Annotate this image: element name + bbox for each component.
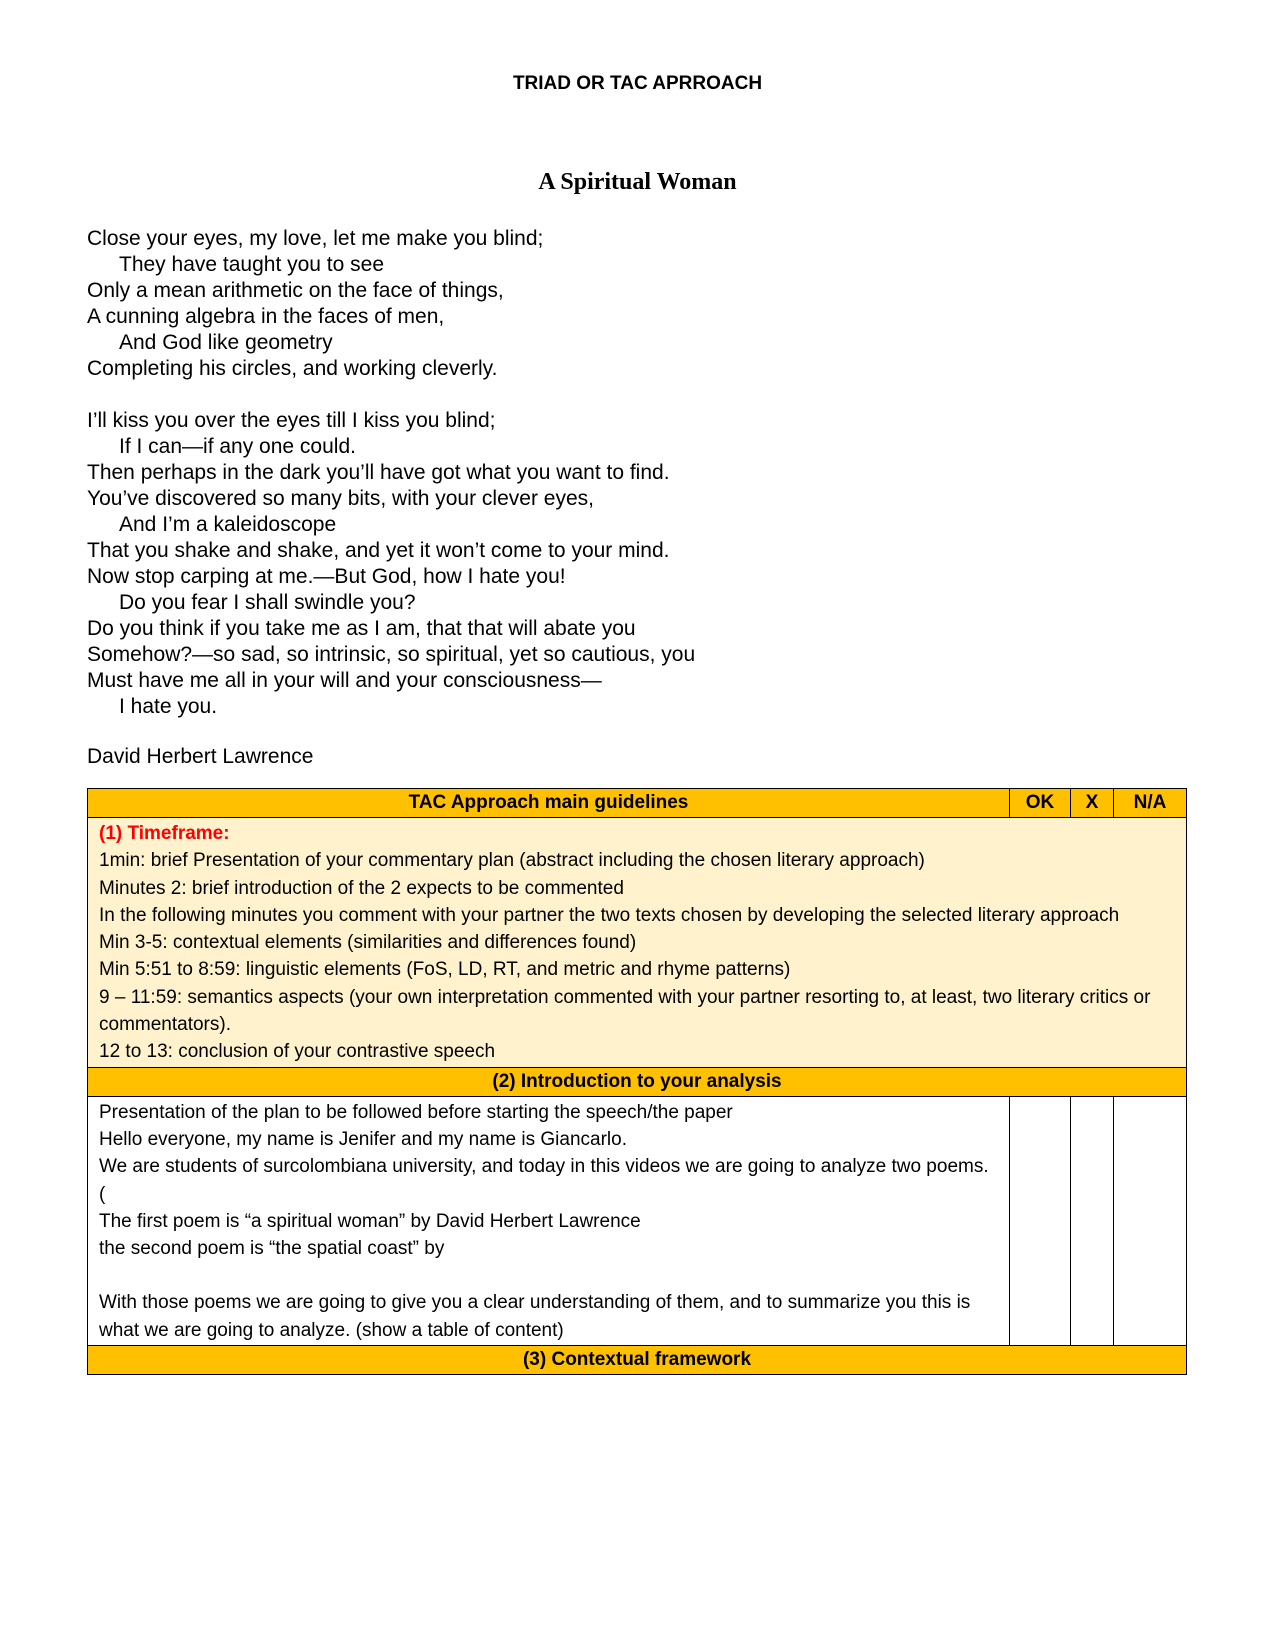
introduction-line: The first poem is “a spiritual woman” by David Herbert Lawrence <box>99 1210 641 1232</box>
timeframe-line: Minutes 2: brief introduction of the 2 expects to be commented <box>99 877 624 899</box>
introduction-line: With those poems we are going to give you a clear understanding of them, and to summarize you this is what we are going to analyze. (show a table of content) <box>99 1292 971 1341</box>
timeframe-cell <box>88 818 1187 1068</box>
introduction-line: Hello everyone, my name is Jenifer and my name is Giancarlo. <box>99 1128 628 1150</box>
introduction-line: We are students of surcolombiana university, and today in this videos we are going to analyze two poems. ( <box>99 1156 989 1205</box>
timeframe-line: 12 to 13: conclusion of your contrastive speech <box>99 1041 496 1063</box>
introduction-lines <box>99 1099 998 1344</box>
poem-line: And God like geometry <box>119 331 333 354</box>
introduction-header-row <box>88 1067 1187 1096</box>
poem-line: I hate you. <box>119 695 218 718</box>
table-header-x: X <box>1071 789 1114 818</box>
timeframe-line: 1min: brief Presentation of your commentary plan (abstract including the chosen literary approach) <box>99 850 925 872</box>
poem-line: If I can—if any one could. <box>119 435 356 458</box>
poem-line: Must have me all in your will and your consciousness— <box>87 669 602 692</box>
introduction-line: the second poem is “the spatial coast” by <box>99 1238 445 1260</box>
guidelines-table <box>87 788 1187 1375</box>
poem-line: Do you fear I shall swindle you? <box>119 591 416 614</box>
poem-body <box>87 226 695 746</box>
table-header-row <box>88 789 1187 818</box>
introduction-na-cell <box>1114 1096 1187 1345</box>
poem-line: Completing his circles, and working cleverly. <box>87 357 498 380</box>
introduction-ok-cell <box>1010 1096 1071 1345</box>
timeframe-line: Min 3-5: contextual elements (similarities and differences found) <box>99 932 637 954</box>
poem-line: Close your eyes, my love, let me make you blind; <box>87 227 544 250</box>
poem-line: Now stop carping at me.—But God, how I hate you! <box>87 565 566 588</box>
table-header-title: TAC Approach main guidelines <box>88 789 1010 818</box>
poem-line: You’ve discovered so many bits, with your clever eyes, <box>87 487 594 510</box>
table-header-na: N/A <box>1114 789 1187 818</box>
poem-line: That you shake and shake, and yet it won’t come to your mind. <box>87 539 670 562</box>
timeframe-row <box>88 818 1187 1068</box>
timeframe-line: In the following minutes you comment with your partner the two texts chosen by developing the selected literary approach <box>99 904 1120 926</box>
poem-line: They have taught you to see <box>119 253 385 276</box>
introduction-cell <box>88 1096 1010 1345</box>
poem-stanza <box>87 226 695 382</box>
timeframe-lines <box>99 847 1175 1065</box>
timeframe-line: 9 – 11:59: semantics aspects (your own interpretation commented with your partner resorting to, at least, two literary critics or commentators). <box>99 986 1151 1036</box>
document-heading: TRIAD OR TAC APRROACH <box>512 73 763 94</box>
poem-line: Then perhaps in the dark you’ll have got what you want to find. <box>87 461 670 484</box>
poem-line: A cunning algebra in the faces of men, <box>87 305 445 328</box>
poem-line: Somehow?—so sad, so intrinsic, so spiritual, yet so cautious, you <box>87 643 696 666</box>
poem-line: I’ll kiss you over the eyes till I kiss you blind; <box>87 409 496 432</box>
introduction-row <box>88 1096 1187 1345</box>
table-header-ok: OK <box>1010 789 1071 818</box>
timeframe-line: Min 5:51 to 8:59: linguistic elements (FoS, LD, RT, and metric and rhyme patterns) <box>99 959 791 981</box>
introduction-x-cell <box>1071 1096 1114 1345</box>
poem-stanza <box>87 408 695 720</box>
poem-line: And I’m a kaleidoscope <box>119 513 337 536</box>
introduction-line <box>99 1262 998 1289</box>
contextual-label: (3) Contextual framework <box>88 1346 1187 1375</box>
poem-line: Do you think if you take me as I am, that that will abate you <box>87 617 636 640</box>
contextual-header-row <box>88 1346 1187 1375</box>
poem-title: A Spiritual Woman <box>538 169 737 195</box>
introduction-line: Presentation of the plan to be followed before starting the speech/the paper <box>99 1101 733 1123</box>
timeframe-label: (1) Timeframe: <box>99 823 230 844</box>
poem-author: David Herbert Lawrence <box>87 745 314 768</box>
poem-line: Only a mean arithmetic on the face of things, <box>87 279 504 302</box>
introduction-label: (2) Introduction to your analysis <box>88 1067 1187 1096</box>
